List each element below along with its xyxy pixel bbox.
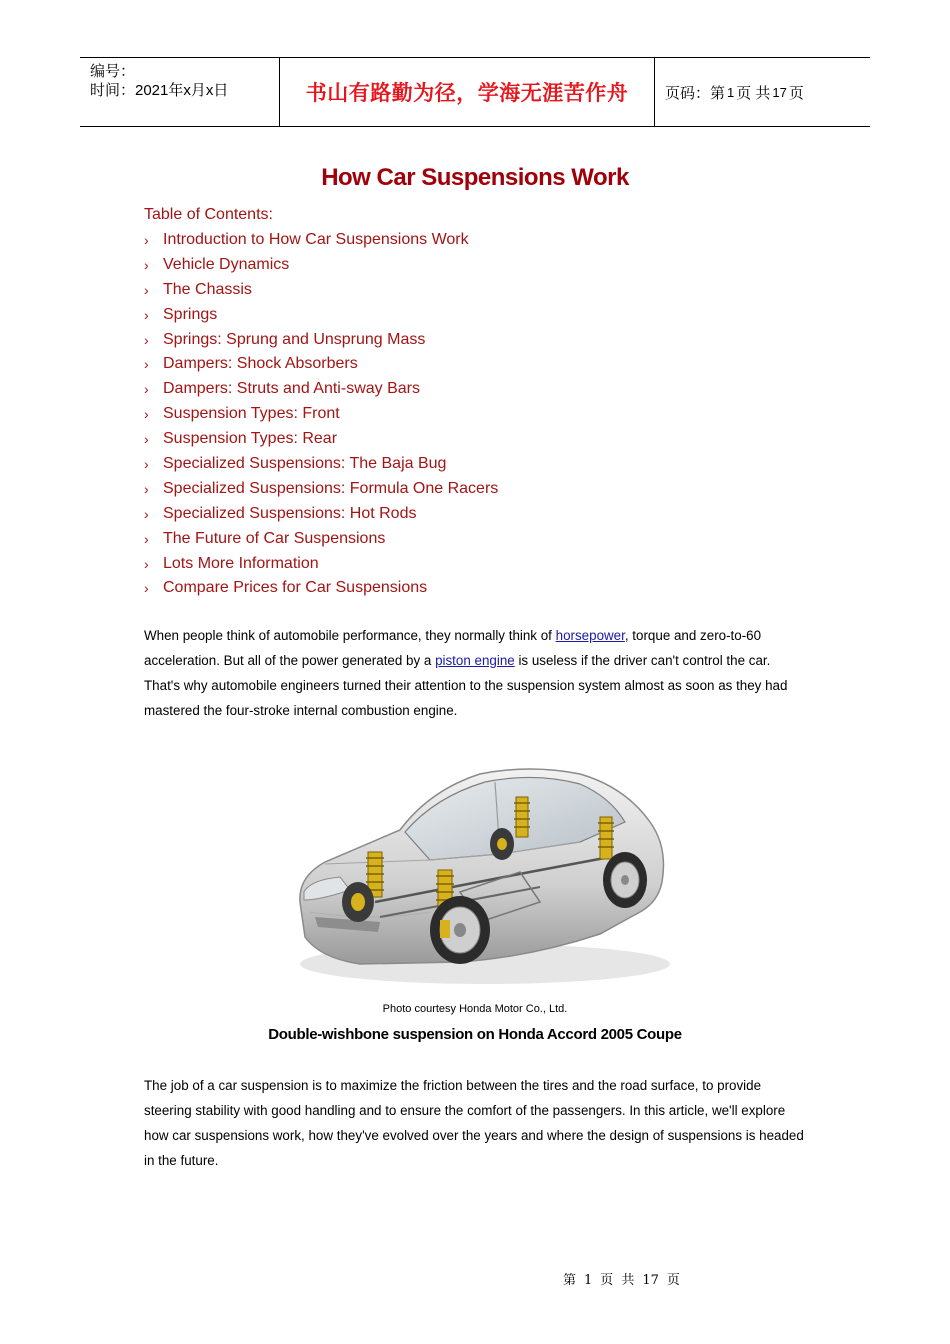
header-page-mid: 页 共 xyxy=(736,84,771,102)
toc-list xyxy=(144,230,498,603)
car-suspension-illustration xyxy=(280,752,680,990)
toc-item[interactable] xyxy=(144,354,498,379)
chevron-right-icon: › xyxy=(144,431,149,448)
toc-item-label: Lots More Information xyxy=(163,554,319,572)
toc-item-label: Specialized Suspensions: The Baja Bug xyxy=(163,455,447,473)
body-paragraph: The job of a car suspension is to maximize the friction between the tires and the road surface, to provide steering stability with good handling and to ensure the comfort of the passengers. In this article, we'll explore how car suspensions work, how they've evolved over the years and where the design of suspensions is headed in the future. xyxy=(144,1078,804,1168)
toc-item-label: Compare Prices for Car Suspensions xyxy=(163,579,428,597)
toc-item[interactable] xyxy=(144,330,498,355)
rear-left-spring xyxy=(514,797,530,837)
toc-item[interactable] xyxy=(144,255,498,280)
header-page-prefix: 页码：第 xyxy=(665,84,726,102)
toc-item-label: The Chassis xyxy=(163,280,252,298)
toc-item[interactable] xyxy=(144,529,498,554)
page-footer xyxy=(563,1269,688,1288)
rear-left-hub xyxy=(490,828,514,860)
horsepower-link[interactable]: horsepower xyxy=(555,628,625,643)
toc-item[interactable] xyxy=(144,379,498,404)
front-wheel xyxy=(430,896,490,964)
header-page-total: 17 xyxy=(772,84,787,100)
chevron-right-icon: › xyxy=(144,555,149,572)
toc-item[interactable] xyxy=(144,578,498,603)
toc-item-label: The Future of Car Suspensions xyxy=(163,529,386,547)
header-table xyxy=(80,57,870,127)
intro-text-3: is useless if the driver can't control the car. That's why automobile engineers turned their attention to the suspension system almost as soon as they had mastered the four-stroke internal combustion engine. xyxy=(144,653,788,718)
document-time-label: 时间：2021年x月x日 xyxy=(90,82,229,99)
chevron-right-icon: › xyxy=(144,456,149,473)
toc-item-label: Springs xyxy=(163,305,218,323)
footer-word-ye: 页 xyxy=(600,1273,614,1288)
chevron-right-icon: › xyxy=(144,232,149,248)
chevron-right-icon: › xyxy=(144,331,149,348)
rear-right-spring xyxy=(598,817,614,859)
chevron-right-icon: › xyxy=(144,306,149,323)
toc-item-label: Vehicle Dynamics xyxy=(163,255,290,273)
article-title: How Car Suspensions Work xyxy=(321,164,629,191)
chevron-right-icon: › xyxy=(144,580,149,597)
footer-word-gong: 共 xyxy=(621,1273,635,1288)
toc-item-label: Suspension Types: Front xyxy=(163,405,340,423)
footer-word-di: 第 xyxy=(563,1273,577,1288)
toc-item-label: Suspension Types: Rear xyxy=(163,430,338,448)
header-page-current: 1 xyxy=(727,84,735,100)
toc-item-label: Dampers: Shock Absorbers xyxy=(163,355,358,373)
chevron-right-icon: › xyxy=(144,381,149,398)
toc-item[interactable] xyxy=(144,479,498,504)
toc-item[interactable] xyxy=(144,429,498,454)
toc-item[interactable] xyxy=(144,554,498,579)
chevron-right-icon: › xyxy=(144,406,149,423)
footer-page-total: 17 xyxy=(642,1273,659,1288)
header-page-suffix: 页 xyxy=(788,84,804,102)
figure-caption: Double-wishbone suspension on Honda Accord 2005 Coupe xyxy=(268,1026,682,1043)
toc-item[interactable] xyxy=(144,280,498,305)
toc-item[interactable] xyxy=(144,305,498,330)
header-meta xyxy=(80,58,280,126)
toc-item-label: Specialized Suspensions: Formula One Racers xyxy=(163,479,499,497)
chevron-right-icon: › xyxy=(144,480,149,497)
toc-item[interactable] xyxy=(144,230,498,255)
toc-item[interactable] xyxy=(144,404,498,429)
photo-credit: Photo courtesy Honda Motor Co., Ltd. xyxy=(382,1003,568,1015)
chevron-right-icon: › xyxy=(144,356,149,373)
front-left-hub xyxy=(342,882,374,922)
toc-heading: Table of Contents: xyxy=(144,206,273,223)
toc-item[interactable] xyxy=(144,504,498,529)
chevron-right-icon: › xyxy=(144,281,149,298)
intro-paragraph xyxy=(144,623,809,723)
piston-engine-link[interactable]: piston engine xyxy=(435,653,515,668)
chevron-right-icon: › xyxy=(144,530,149,547)
document-number-label: 编号： xyxy=(90,63,136,80)
footer-word-ye-2: 页 xyxy=(666,1273,680,1288)
toc-item-label: Specialized Suspensions: Hot Rods xyxy=(163,504,417,522)
intro-text-1: When people think of automobile performance, they normally think of xyxy=(144,628,556,643)
chevron-right-icon: › xyxy=(144,505,149,522)
toc-item[interactable] xyxy=(144,454,498,479)
toc-item-label: Springs: Sprung and Unsprung Mass xyxy=(163,330,426,348)
toc-item-label: Introduction to How Car Suspensions Work xyxy=(163,231,469,248)
intro-text-2: , torque and zero-to-60 acceleration. But all of the power generated by a xyxy=(144,628,762,668)
header-motto: 书山有路勤为径，学海无涯苦作舟 xyxy=(280,58,655,126)
table-of-contents xyxy=(144,205,498,603)
rear-wheel xyxy=(603,852,647,908)
footer-page-current: 1 xyxy=(584,1273,593,1288)
chevron-right-icon: › xyxy=(144,256,149,273)
toc-item-label: Dampers: Struts and Anti-sway Bars xyxy=(163,380,420,398)
header-page-info xyxy=(655,58,870,126)
